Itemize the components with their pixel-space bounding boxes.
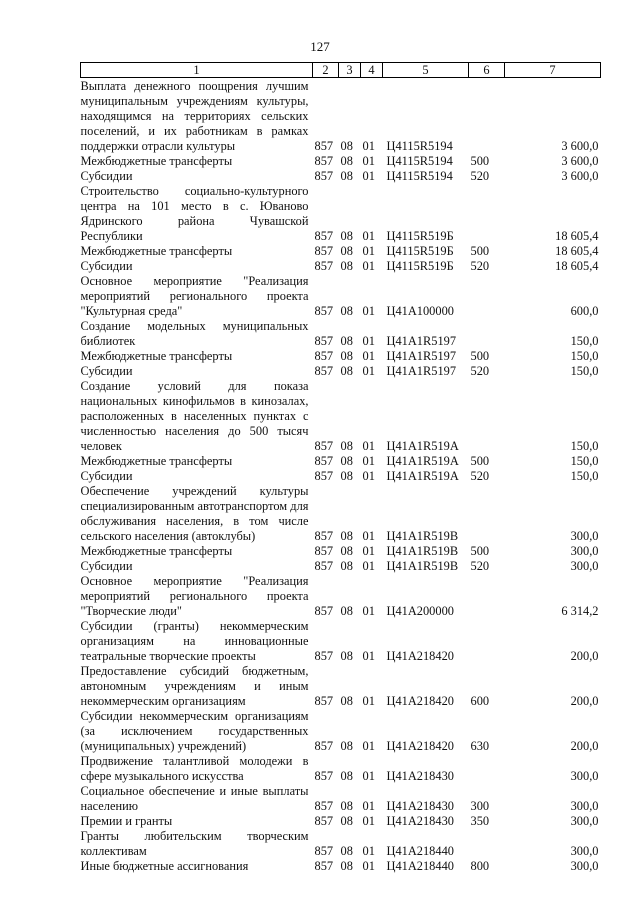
table-body [81, 78, 601, 875]
row-sum: 150,0 [570, 364, 599, 378]
row-name: Социальное обеспечение и иные выплаты населению [80, 784, 309, 813]
row-gr: 857 [314, 844, 334, 858]
row-sum: 18 605,4 [555, 244, 599, 258]
row-gr: 857 [314, 364, 334, 378]
row-vr: 520 [470, 259, 490, 273]
row-gr: 857 [314, 304, 334, 318]
row-pr: 01 [362, 349, 375, 363]
row-name: Гранты любительским творческим коллективам [80, 829, 309, 858]
row-rz: 08 [340, 799, 353, 813]
row-vr: 500 [470, 454, 490, 468]
table-row [81, 319, 601, 349]
row-rz: 08 [340, 139, 353, 153]
row-pr: 01 [362, 844, 375, 858]
row-gr: 857 [314, 694, 334, 708]
row-name: Межбюджетные трансферты [80, 154, 233, 168]
row-gr: 857 [314, 469, 334, 483]
row-vr [469, 379, 505, 454]
column-header-4: 4 [361, 63, 383, 78]
table-row [81, 664, 601, 709]
row-csr: Ц41А218430 [386, 769, 454, 783]
row-rz: 08 [340, 154, 353, 168]
row-pr: 01 [362, 559, 375, 573]
row-gr: 857 [314, 859, 334, 873]
row-pr: 01 [362, 454, 375, 468]
row-sum: 300,0 [570, 559, 599, 573]
row-csr: Ц41А218430 [386, 799, 454, 813]
row-gr: 857 [314, 739, 334, 753]
table-row [81, 154, 601, 169]
table-row [81, 169, 601, 184]
row-rz: 08 [340, 859, 353, 873]
row-gr: 857 [314, 529, 334, 543]
table-row [81, 259, 601, 274]
column-header-7: 7 [505, 63, 601, 78]
table-row [81, 469, 601, 484]
row-vr: 300 [470, 799, 490, 813]
row-pr: 01 [362, 229, 375, 243]
row-vr: 500 [470, 154, 490, 168]
row-pr: 01 [362, 259, 375, 273]
table-row [81, 244, 601, 259]
row-sum: 3 600,0 [561, 139, 599, 153]
row-name: Иные бюджетные ассигнования [80, 859, 249, 873]
row-gr: 857 [314, 814, 334, 828]
row-rz: 08 [340, 739, 353, 753]
table-row [81, 574, 601, 619]
row-sum: 18 605,4 [555, 259, 599, 273]
row-sum: 300,0 [570, 799, 599, 813]
row-sum: 300,0 [570, 814, 599, 828]
table-row [81, 349, 601, 364]
row-sum: 200,0 [570, 694, 599, 708]
column-header-3: 3 [339, 63, 361, 78]
table-row [81, 364, 601, 379]
row-pr: 01 [362, 169, 375, 183]
row-name: Выплата денежного поощрения лучшим муниципальным учреждениям культуры, находящимся на территориях сельских поселений, и их работникам в рамках поддержки отрасли культуры [80, 79, 309, 153]
row-sum: 200,0 [570, 739, 599, 753]
table-row [81, 814, 601, 829]
row-csr: Ц41А1R519В [386, 544, 459, 558]
row-rz: 08 [340, 544, 353, 558]
row-rz: 08 [340, 604, 353, 618]
row-rz: 08 [340, 259, 353, 273]
row-vr: 500 [470, 349, 490, 363]
row-name: Субсидии некоммерческим организациям (за исключением государственных (муниципальных) учреждений) [80, 709, 309, 753]
table-row [81, 544, 601, 559]
row-csr: Ц4115R519Б [386, 229, 454, 243]
row-sum: 6 314,2 [561, 604, 599, 618]
row-name: Субсидии [80, 259, 133, 273]
row-gr: 857 [314, 229, 334, 243]
row-name: Субсидии [80, 469, 133, 483]
row-pr: 01 [362, 439, 375, 453]
row-csr: Ц41А100000 [386, 304, 454, 318]
row-sum: 200,0 [570, 649, 599, 663]
row-gr: 857 [314, 454, 334, 468]
row-pr: 01 [362, 604, 375, 618]
row-pr: 01 [362, 139, 375, 153]
row-vr: 600 [470, 694, 490, 708]
row-sum: 300,0 [570, 544, 599, 558]
row-csr: Ц41А1R519В [386, 559, 459, 573]
row-vr [469, 754, 505, 784]
row-name: Межбюджетные трансферты [80, 244, 233, 258]
row-csr: Ц4115R519Б [386, 259, 454, 273]
row-csr: Ц41А1R519А [386, 439, 459, 453]
table-row [81, 274, 601, 319]
row-sum: 150,0 [570, 334, 599, 348]
row-name: Субсидии (гранты) некоммерческим организациям на инновационные театральные творческие проекты [80, 619, 309, 663]
row-rz: 08 [340, 559, 353, 573]
row-name: Создание условий для показа национальных кинофильмов в кинозалах, расположенных в населенных пунктах с численностью населения до 500 тысяч человек [80, 379, 309, 453]
row-rz: 08 [340, 844, 353, 858]
row-pr: 01 [362, 544, 375, 558]
table-row [81, 454, 601, 469]
row-rz: 08 [340, 694, 353, 708]
row-vr: 520 [470, 364, 490, 378]
row-name: Основное мероприятие "Реализация мероприятий регионального проекта "Культурная среда" [80, 274, 309, 318]
row-vr [469, 484, 505, 544]
row-sum: 150,0 [570, 349, 599, 363]
table-row [81, 784, 601, 814]
row-pr: 01 [362, 814, 375, 828]
row-rz: 08 [340, 244, 353, 258]
row-name: Предоставление субсидий бюджетным, автономным учреждениям и иным некоммерческим организациям [80, 664, 309, 708]
row-gr: 857 [314, 259, 334, 273]
row-name: Продвижение талантливой молодежи в сфере музыкального искусства [80, 754, 309, 783]
row-gr: 857 [314, 544, 334, 558]
row-sum: 150,0 [570, 454, 599, 468]
row-name: Премии и гранты [80, 814, 173, 828]
row-name: Субсидии [80, 169, 133, 183]
row-vr [469, 829, 505, 859]
row-gr: 857 [314, 769, 334, 783]
row-gr: 857 [314, 349, 334, 363]
row-pr: 01 [362, 244, 375, 258]
table-row [81, 559, 601, 574]
row-rz: 08 [340, 364, 353, 378]
row-vr: 520 [470, 559, 490, 573]
column-header-5: 5 [383, 63, 469, 78]
row-sum: 300,0 [570, 769, 599, 783]
row-pr: 01 [362, 154, 375, 168]
row-sum: 150,0 [570, 469, 599, 483]
row-sum: 18 605,4 [555, 229, 599, 243]
row-sum: 3 600,0 [561, 169, 599, 183]
page-number: 127 [310, 39, 330, 54]
row-csr: Ц4115R5194 [386, 139, 453, 153]
row-rz: 08 [340, 169, 353, 183]
row-rz: 08 [340, 229, 353, 243]
row-vr [469, 319, 505, 349]
table-row [81, 859, 601, 874]
row-rz: 08 [340, 334, 353, 348]
row-rz: 08 [340, 349, 353, 363]
row-vr [469, 274, 505, 319]
row-csr: Ц41А1R519А [386, 469, 459, 483]
row-pr: 01 [362, 799, 375, 813]
row-name: Субсидии [80, 559, 133, 573]
row-sum: 300,0 [570, 529, 599, 543]
row-name: Межбюджетные трансферты [80, 349, 233, 363]
table-row [81, 754, 601, 784]
row-csr: Ц41А218420 [386, 649, 454, 663]
row-rz: 08 [340, 439, 353, 453]
table-row [81, 709, 601, 754]
table-row [81, 484, 601, 544]
row-pr: 01 [362, 529, 375, 543]
row-rz: 08 [340, 454, 353, 468]
row-csr: Ц41А218440 [386, 844, 454, 858]
row-gr: 857 [314, 559, 334, 573]
row-name: Создание модельных муниципальных библиотек [80, 319, 309, 348]
row-csr: Ц41А218420 [386, 694, 454, 708]
row-vr [469, 184, 505, 244]
row-pr: 01 [362, 769, 375, 783]
row-name: Субсидии [80, 364, 133, 378]
row-vr: 630 [470, 739, 490, 753]
row-gr: 857 [314, 169, 334, 183]
table-row [81, 619, 601, 664]
row-pr: 01 [362, 859, 375, 873]
row-pr: 01 [362, 364, 375, 378]
row-csr: Ц41А1R519В [386, 529, 459, 543]
table-row [81, 379, 601, 454]
row-vr [469, 619, 505, 664]
row-rz: 08 [340, 304, 353, 318]
row-gr: 857 [314, 334, 334, 348]
row-name: Межбюджетные трансферты [80, 544, 233, 558]
row-csr: Ц41А1R5197 [386, 334, 457, 348]
row-name: Строительство социально-культурного центра на 101 место в с. Юваново Ядринского района Чувашской Республики [80, 184, 309, 243]
row-gr: 857 [314, 154, 334, 168]
row-vr: 500 [470, 244, 490, 258]
row-csr: Ц41А200000 [386, 604, 454, 618]
row-vr: 520 [470, 169, 490, 183]
row-name: Основное мероприятие "Реализация мероприятий регионального проекта "Творческие люди" [80, 574, 309, 618]
row-pr: 01 [362, 334, 375, 348]
row-csr: Ц4115R519Б [386, 244, 454, 258]
row-rz: 08 [340, 649, 353, 663]
row-gr: 857 [314, 244, 334, 258]
row-vr [469, 574, 505, 619]
row-csr: Ц41А218440 [386, 859, 454, 873]
row-rz: 08 [340, 769, 353, 783]
row-name: Межбюджетные трансферты [80, 454, 233, 468]
row-csr: Ц41А1R5197 [386, 364, 457, 378]
table-row [81, 78, 601, 155]
row-gr: 857 [314, 439, 334, 453]
row-sum: 150,0 [570, 439, 599, 453]
row-sum: 600,0 [570, 304, 599, 318]
column-header-1: 1 [81, 63, 313, 78]
row-gr: 857 [314, 139, 334, 153]
row-vr: 350 [470, 814, 490, 828]
row-pr: 01 [362, 739, 375, 753]
column-header-6: 6 [469, 63, 505, 78]
row-gr: 857 [314, 604, 334, 618]
row-vr: 520 [470, 469, 490, 483]
row-pr: 01 [362, 469, 375, 483]
row-csr: Ц41А218430 [386, 814, 454, 828]
budget-table [80, 62, 601, 874]
row-gr: 857 [314, 799, 334, 813]
table-row [81, 829, 601, 859]
table-header [81, 63, 601, 78]
row-name: Обеспечение учреждений культуры специализированным автотранспортом для обслуживания населения, в том числе сельского населения (автоклубы) [80, 484, 309, 543]
table-row [81, 184, 601, 244]
row-csr: Ц41А1R519А [386, 454, 459, 468]
column-header-2: 2 [313, 63, 339, 78]
row-vr: 500 [470, 544, 490, 558]
row-vr [469, 78, 505, 155]
row-sum: 300,0 [570, 844, 599, 858]
row-csr: Ц4115R5194 [386, 169, 453, 183]
row-gr: 857 [314, 649, 334, 663]
row-pr: 01 [362, 649, 375, 663]
row-vr: 800 [470, 859, 490, 873]
row-pr: 01 [362, 694, 375, 708]
row-rz: 08 [340, 529, 353, 543]
row-csr: Ц41А218420 [386, 739, 454, 753]
row-rz: 08 [340, 814, 353, 828]
row-sum: 300,0 [570, 859, 599, 873]
row-rz: 08 [340, 469, 353, 483]
row-csr: Ц41А1R5197 [386, 349, 457, 363]
row-pr: 01 [362, 304, 375, 318]
row-sum: 3 600,0 [561, 154, 599, 168]
row-csr: Ц4115R5194 [386, 154, 453, 168]
